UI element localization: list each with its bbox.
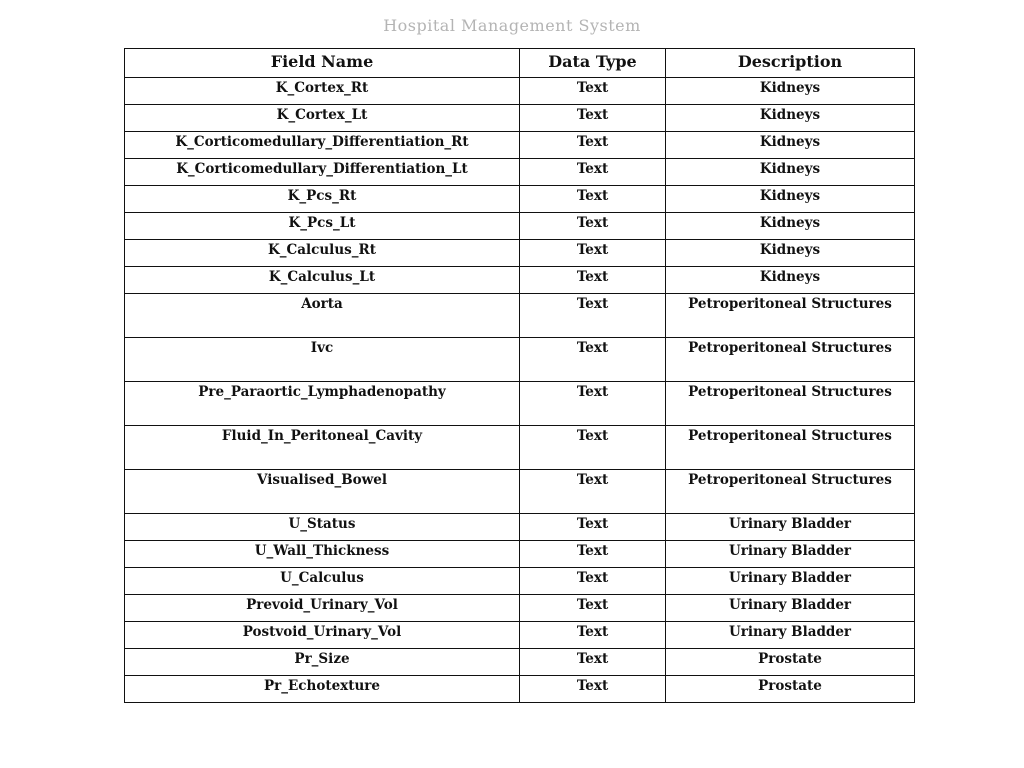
field-name-cell: K_Pcs_Rt xyxy=(125,186,520,213)
table-row xyxy=(125,78,915,105)
data-type-cell: Text xyxy=(520,382,666,426)
table-row xyxy=(125,159,915,186)
field-name-cell: Aorta xyxy=(125,294,520,338)
table-row xyxy=(125,622,915,649)
field-name-cell: K_Corticomedullary_Differentiation_Lt xyxy=(125,159,520,186)
description-cell: Petroperitoneal Structures xyxy=(666,294,915,338)
description-cell: Kidneys xyxy=(666,186,915,213)
description-cell: Kidneys xyxy=(666,105,915,132)
data-type-cell: Text xyxy=(520,240,666,267)
data-type-cell: Text xyxy=(520,105,666,132)
table-row xyxy=(125,426,915,470)
description-cell: Petroperitoneal Structures xyxy=(666,338,915,382)
page-header-title: Hospital Management System xyxy=(383,16,641,35)
field-name-cell: Fluid_In_Peritoneal_Cavity xyxy=(125,426,520,470)
table-row xyxy=(125,470,915,514)
description-cell: Urinary Bladder xyxy=(666,595,915,622)
field-name-cell: Pr_Size xyxy=(125,649,520,676)
data-type-cell: Text xyxy=(520,622,666,649)
table-row xyxy=(125,294,915,338)
data-type-cell: Text xyxy=(520,213,666,240)
table-row xyxy=(125,213,915,240)
field-name-cell: K_Cortex_Lt xyxy=(125,105,520,132)
field-name-cell: U_Calculus xyxy=(125,568,520,595)
table-row xyxy=(125,649,915,676)
field-name-cell: K_Cortex_Rt xyxy=(125,78,520,105)
description-cell: Petroperitoneal Structures xyxy=(666,382,915,426)
data-type-cell: Text xyxy=(520,267,666,294)
table-row xyxy=(125,338,915,382)
field-name-cell: U_Status xyxy=(125,514,520,541)
field-name-cell: K_Pcs_Lt xyxy=(125,213,520,240)
description-cell: Petroperitoneal Structures xyxy=(666,426,915,470)
description-cell: Prostate xyxy=(666,676,915,703)
table-row xyxy=(125,382,915,426)
column-header-field-name: Field Name xyxy=(125,49,520,78)
description-cell: Petroperitoneal Structures xyxy=(666,470,915,514)
description-cell: Kidneys xyxy=(666,213,915,240)
table-row xyxy=(125,541,915,568)
table-row xyxy=(125,568,915,595)
field-name-cell: K_Calculus_Rt xyxy=(125,240,520,267)
description-cell: Urinary Bladder xyxy=(666,541,915,568)
data-type-cell: Text xyxy=(520,595,666,622)
field-name-cell: U_Wall_Thickness xyxy=(125,541,520,568)
data-type-cell: Text xyxy=(520,294,666,338)
field-name-cell: Pre_Paraortic_Lymphadenopathy xyxy=(125,382,520,426)
data-type-cell: Text xyxy=(520,676,666,703)
description-cell: Kidneys xyxy=(666,240,915,267)
table-row xyxy=(125,595,915,622)
data-type-cell: Text xyxy=(520,514,666,541)
table-row xyxy=(125,514,915,541)
column-header-data-type: Data Type xyxy=(520,49,666,78)
table-header-row xyxy=(125,49,915,78)
data-type-cell: Text xyxy=(520,470,666,514)
table-row xyxy=(125,105,915,132)
field-name-cell: Postvoid_Urinary_Vol xyxy=(125,622,520,649)
table-row xyxy=(125,267,915,294)
data-type-cell: Text xyxy=(520,78,666,105)
description-cell: Kidneys xyxy=(666,267,915,294)
field-name-cell: K_Corticomedullary_Differentiation_Rt xyxy=(125,132,520,159)
table-row xyxy=(125,186,915,213)
data-type-cell: Text xyxy=(520,159,666,186)
description-cell: Prostate xyxy=(666,649,915,676)
table-row xyxy=(125,240,915,267)
description-cell: Kidneys xyxy=(666,78,915,105)
field-name-cell: Ivc xyxy=(125,338,520,382)
table-row xyxy=(125,676,915,703)
description-cell: Kidneys xyxy=(666,159,915,186)
data-type-cell: Text xyxy=(520,338,666,382)
table-row xyxy=(125,132,915,159)
description-cell: Urinary Bladder xyxy=(666,514,915,541)
field-name-cell: Visualised_Bowel xyxy=(125,470,520,514)
data-type-cell: Text xyxy=(520,426,666,470)
description-cell: Urinary Bladder xyxy=(666,568,915,595)
data-type-cell: Text xyxy=(520,541,666,568)
column-header-description: Description xyxy=(666,49,915,78)
description-cell: Kidneys xyxy=(666,132,915,159)
data-type-cell: Text xyxy=(520,186,666,213)
data-type-cell: Text xyxy=(520,649,666,676)
field-name-cell: Pr_Echotexture xyxy=(125,676,520,703)
data-type-cell: Text xyxy=(520,568,666,595)
field-name-cell: Prevoid_Urinary_Vol xyxy=(125,595,520,622)
description-cell: Urinary Bladder xyxy=(666,622,915,649)
field-schema-table xyxy=(124,48,915,703)
data-type-cell: Text xyxy=(520,132,666,159)
field-name-cell: K_Calculus_Lt xyxy=(125,267,520,294)
